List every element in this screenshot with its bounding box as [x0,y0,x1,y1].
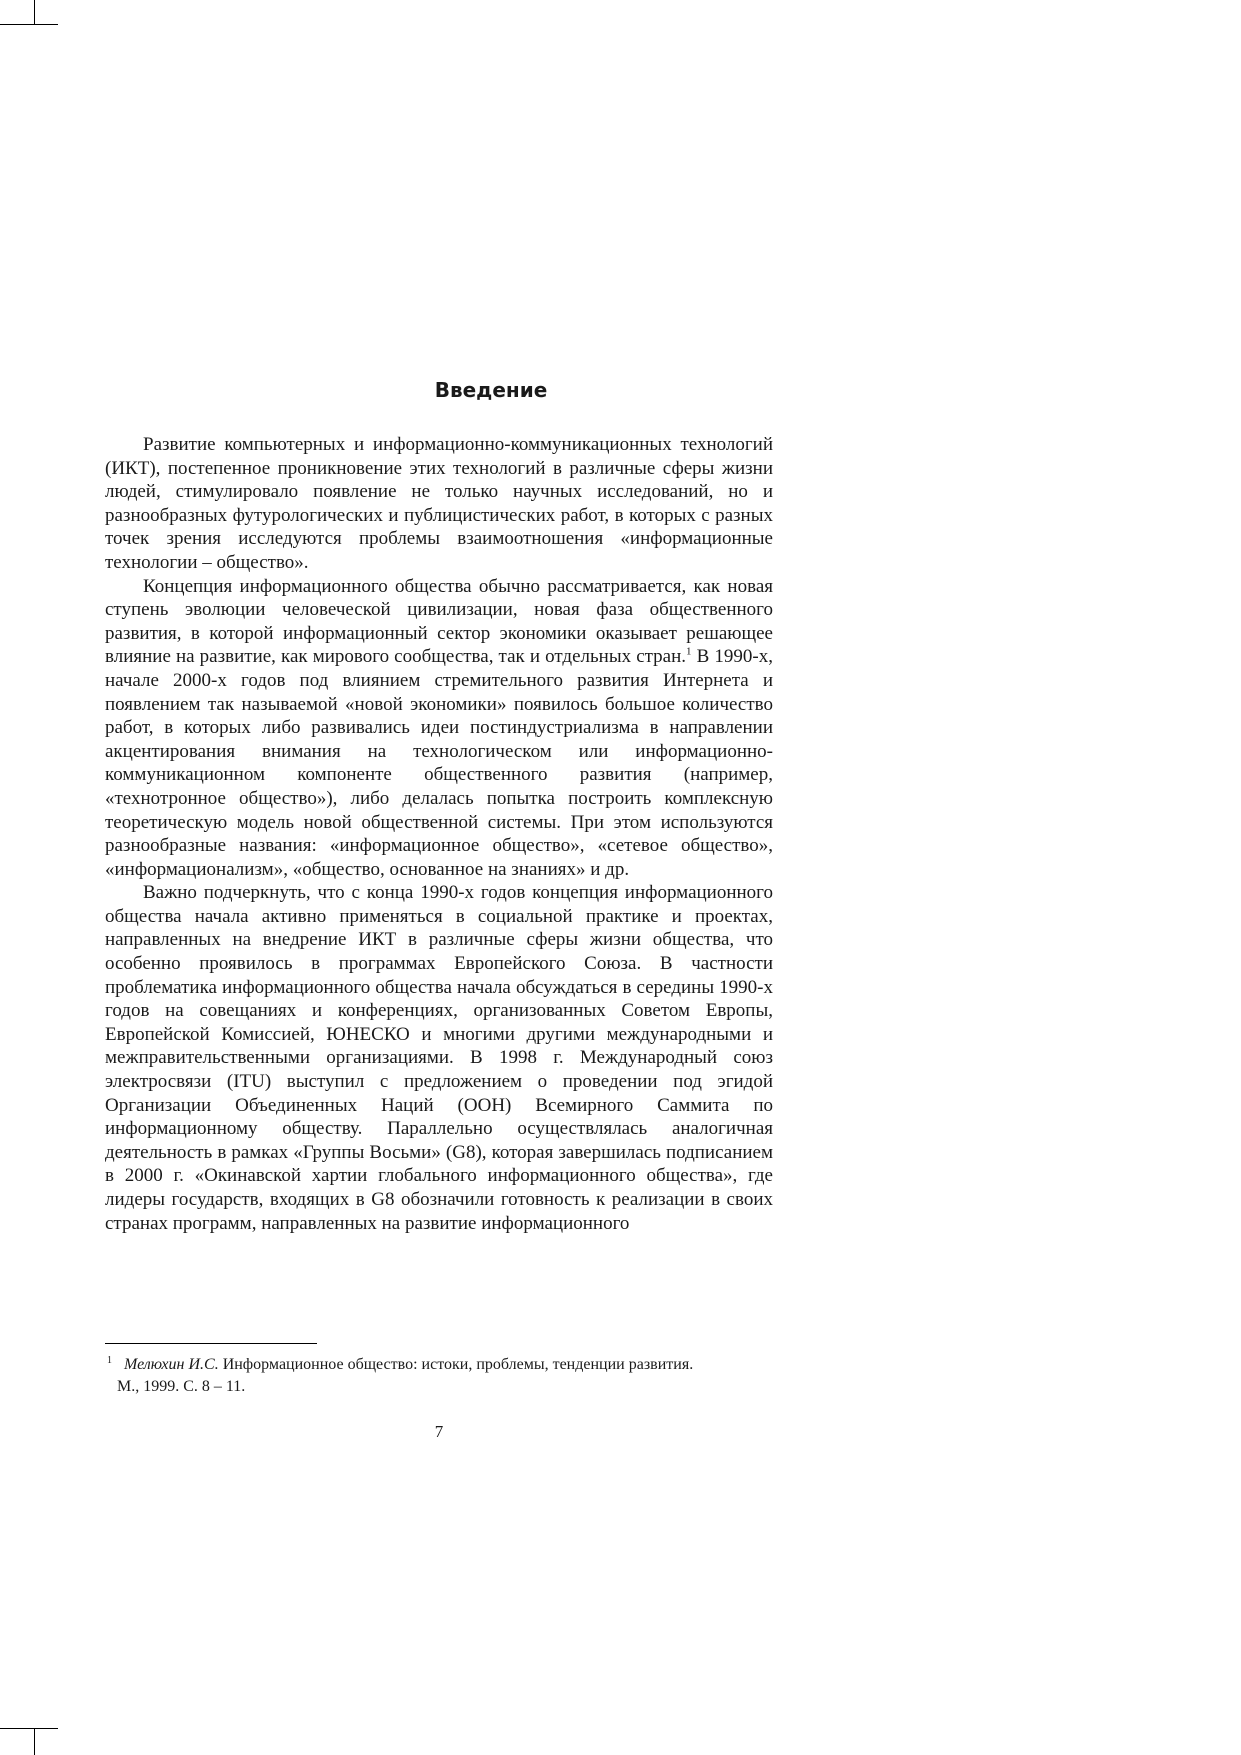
footnote [105,1350,773,1398]
paragraph-2-end: В 1990-х, начале 2000-х годов под влиянием стремительного развития Интернета и появлением так называемой «новой экономики» появилось большое количество работ, в которых либо развивались идеи постиндустриализма в направлении акцентирования внимания на технологическом или информационно-коммуникационном компоненте общественного развития (например, «технотронное общество»), либо делалась попытка построить комплексную теоретическую модель новой общественной системы. При этом используются разнообразные названия: «информационное общество», «сетевое общество», «информационализм», «общество, основанное на знаниях» и др. [105,646,774,880]
body-text [105,433,773,1235]
footnote-reference[interactable]: 1 [686,646,692,659]
crop-mark-bottom-horizontal [0,1728,58,1729]
crop-mark-top-vertical [34,0,35,24]
footnote-separator [105,1343,317,1344]
paragraph-2-start: Концепция информационного общества обычно рассматривается, как новая ступень эволюции человеческой цивилизации, новая фаза общественного развития, в которой информационный сектор экономики оказывает решающее влияние на развитие, как мирового сообщества, так и отдельных стран. [105,575,773,668]
paragraph-3: Важно подчеркнуть, что с конца 1990-х годов концепция информационного общества начала активно применяться в социальной практике и проектах, направленных на внедрение ИКТ в различные сферы жизни общества, что особенно проявилось в программах Европейского Союза. В частности проблематика информационного общества начала обсуждаться в середины 1990-х годов на совещаниях и конференциях, организованных Советом Европы, Европейской Комиссией, ЮНЕСКО и многими другими международными и межправительственными организациями. В 1998 г. Международный союз электросвязи (ITU) выступил с предложением о проведении под эгидой Организации Объединенных Наций (ООН) Всемирного Саммита по информационному обществу. Параллельно осуществлялась аналогичная деятельность в рамках «Группы Восьми» (G8), которая завершилась подписанием в 2000 г. «Окинавской хартии глобального информационного общества», где лидеры государств, входящих в G8 обозначили готовность к реализации в своих странах программ, направленных на развитие информационного [105,882,773,1234]
crop-mark-top-horizontal [0,24,58,25]
footnote-text: Информационное общество: истоки, проблемы, тенденции развития. [218,1356,694,1373]
paragraph-1: Развитие компьютерных и информационно-коммуникационных технологий (ИКТ), постепенное проникновение этих технологий в различные сферы жизни людей, стимулировало появление не только научных исследований, но и разнообразных футурологических и публицистических работ, в которых с разных точек зрения исследуются проблемы взаимоотношения «информационные технологии – общество». [105,434,773,573]
footnote-mark: 1 [107,1355,112,1366]
page-number: 7 [434,1422,444,1441]
footnote-author: Мелюхин И.С. [124,1356,219,1373]
crop-mark-bottom-vertical [34,1728,35,1755]
footnote-continuation: М., 1999. С. 8 – 11. [117,1378,246,1395]
paragraph-2 [105,575,773,882]
page-title: Введение [434,378,548,402]
